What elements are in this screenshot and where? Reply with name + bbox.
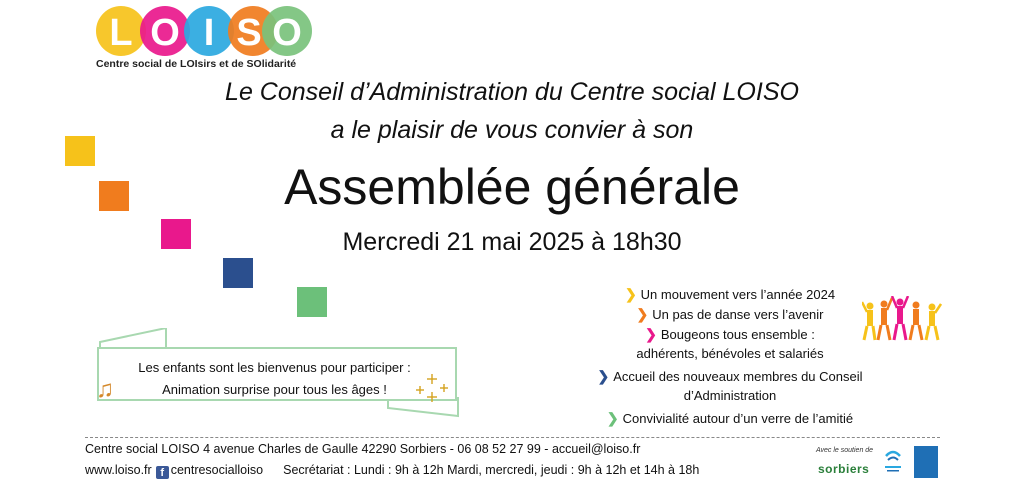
support-label: Avec le soutien de: [816, 447, 874, 454]
agenda-item-2: [560, 306, 900, 323]
logo-letter-o1: O: [150, 12, 180, 54]
deco-square-yellow: [65, 136, 95, 166]
chevron-right-icon: ❯: [636, 306, 649, 322]
schedule-text: Secrétariat : Lundi : 9h à 12h Mardi, mercredi, jeudi : 9h à 12h et 14h à 18h: [283, 463, 700, 477]
agenda-item-4b: d’Administration: [683, 388, 777, 403]
agenda-item-5: [560, 410, 900, 427]
agenda-item-3b: adhérents, bénévoles et salariés: [636, 346, 824, 361]
caf-logo-icon: [914, 446, 938, 478]
facebook-icon: f: [156, 466, 169, 479]
agenda-text-4: Accueil des nouveaux membres du Conseil: [613, 369, 863, 384]
agenda-text-2: Un pas de danse vers l’avenir: [652, 307, 824, 322]
music-note-icon: ♫: [96, 376, 114, 403]
intro-line-1: Le Conseil d’Administration du Centre social LOISO: [225, 78, 799, 106]
chevron-right-icon: ❯: [624, 286, 637, 302]
sparkle-icon: [412, 370, 452, 406]
event-title: Assemblée générale: [284, 159, 740, 215]
agenda-text-5: Convivialité autour d’un verre de l’amitié: [622, 411, 854, 426]
chevron-right-icon: ❯: [597, 368, 610, 384]
logo-circles: [96, 6, 316, 56]
agenda-item-3: [560, 326, 900, 343]
logo-letter-s: S: [236, 12, 262, 54]
chevron-right-icon: ❯: [606, 410, 619, 426]
deco-square-pink: [161, 219, 191, 249]
agenda-item-4: [560, 368, 900, 385]
footer-divider: [85, 437, 940, 438]
chevron-right-icon: ❯: [645, 326, 657, 342]
logo-subtitle: Centre social de LOIsirs et de SOlidarité: [96, 58, 297, 70]
dancers-icon: [862, 296, 942, 342]
intro-line-2: a le plaisir de vous convier à son: [330, 116, 694, 144]
event-date: Mercredi 21 mai 2025 à 18h30: [342, 228, 682, 256]
agenda-text-1: Un mouvement vers l’année 2024: [640, 287, 836, 302]
deco-square-orange: [99, 181, 129, 211]
loiso-logo: [96, 6, 316, 70]
banner-line-1: Les enfants sont les bienvenus pour participer :: [138, 360, 411, 375]
deco-square-green: [297, 287, 327, 317]
logo-letter-o2: O: [272, 12, 302, 54]
footer-contact: [85, 463, 699, 479]
facebook-link[interactable]: centresocialloiso: [170, 463, 264, 477]
footer-address: Centre social LOISO 4 avenue Charles de Gaulle 42290 Sorbiers - 06 08 52 27 99 - accueil@loiso.fr: [85, 442, 641, 456]
kids-banner: [92, 328, 462, 418]
logo-letter-i: I: [203, 12, 215, 54]
website-link[interactable]: www.loiso.fr: [85, 463, 152, 477]
agenda-text-3: Bougeons tous ensemble :: [660, 327, 815, 342]
agenda-item-1: [560, 286, 900, 303]
banner-line-2: Animation surprise pour tous les âges !: [162, 382, 387, 397]
community-logo-icon: [882, 446, 904, 478]
logo-letter-l: L: [109, 12, 133, 54]
deco-square-blue: [223, 258, 253, 288]
sorbiers-logo: sorbiers: [818, 462, 870, 476]
